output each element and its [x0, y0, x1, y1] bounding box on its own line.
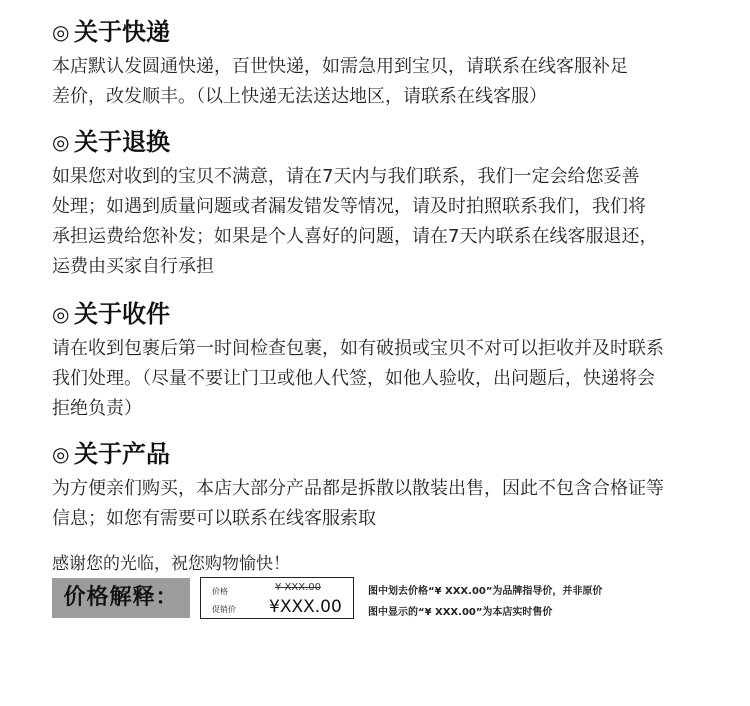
paragraph-line: 为方便亲们购买，本店大部分产品都是拆散以散装出售，因此不包含合格证等 [52, 478, 664, 499]
paragraph-line: 拒绝负责） [52, 398, 142, 419]
paragraph-line: 差价，改发顺丰。（以上快递无法送达地区，请联系在线客服） [52, 86, 547, 107]
sale-price: ¥XXX.00 [269, 597, 342, 617]
double-circle-icon: ◎ [52, 442, 70, 466]
section-delivery [52, 16, 628, 112]
section-title: 关于退换 [74, 128, 170, 156]
paragraph-line: 运费由买家自行承担 [52, 256, 214, 277]
paragraph-line: 如果您对收到的宝贝不满意，请在7天内与我们联系，我们一定会给您妥善 [52, 166, 640, 187]
paragraph-line: 处理；如遇到质量问题或者漏发错发等情况，请及时拍照联系我们，我们将 [52, 196, 646, 217]
double-circle-icon: ◎ [52, 20, 70, 44]
paragraph-line: 信息；如您有需要可以联系在线客服索取 [52, 508, 376, 529]
section-heading [52, 126, 657, 158]
price-explanation [52, 576, 732, 620]
price-example-box [200, 577, 354, 619]
price-explanation-title: 价格解释： [52, 578, 190, 618]
paragraph-line: 我们处理。（尽量不要让门卫或他人代签，如他人验收，出问题后，快递将会 [52, 368, 655, 389]
section-heading [52, 16, 628, 48]
section-receiving [52, 298, 664, 424]
paragraph-line: 承担运费给您补发；如果是个人喜好的问题，请在7天内联系在线客服退还， [52, 226, 658, 247]
section-title: 关于产品 [74, 440, 170, 468]
price-label: 价格 [212, 587, 228, 596]
price-note-guide: 图中划去价格“¥ XXX.00”为品牌指导价，并非原价 [368, 586, 603, 597]
price-note-actual: 图中显示的“¥ XXX.00”为本店实时售价 [368, 607, 553, 618]
section-heading [52, 438, 664, 470]
strikethrough-price: ¥ XXX.00 [275, 582, 321, 593]
double-circle-icon: ◎ [52, 302, 70, 326]
paragraph-line: 请在收到包裹后第一时间检查包裹，如有破损或宝贝不对可以拒收并及时联系 [52, 338, 664, 359]
sale-price-label: 促销价 [212, 605, 236, 614]
section-title: 关于收件 [74, 300, 170, 328]
section-heading [52, 298, 664, 330]
section-title: 关于快递 [74, 18, 170, 46]
section-returns [52, 126, 657, 282]
section-products [52, 438, 664, 534]
thanks-text: 感谢您的光临，祝您购物愉快！ [52, 554, 290, 574]
paragraph-line: 本店默认发圆通快递，百世快递，如需急用到宝贝，请联系在线客服补足 [52, 56, 628, 77]
double-circle-icon: ◎ [52, 130, 70, 154]
